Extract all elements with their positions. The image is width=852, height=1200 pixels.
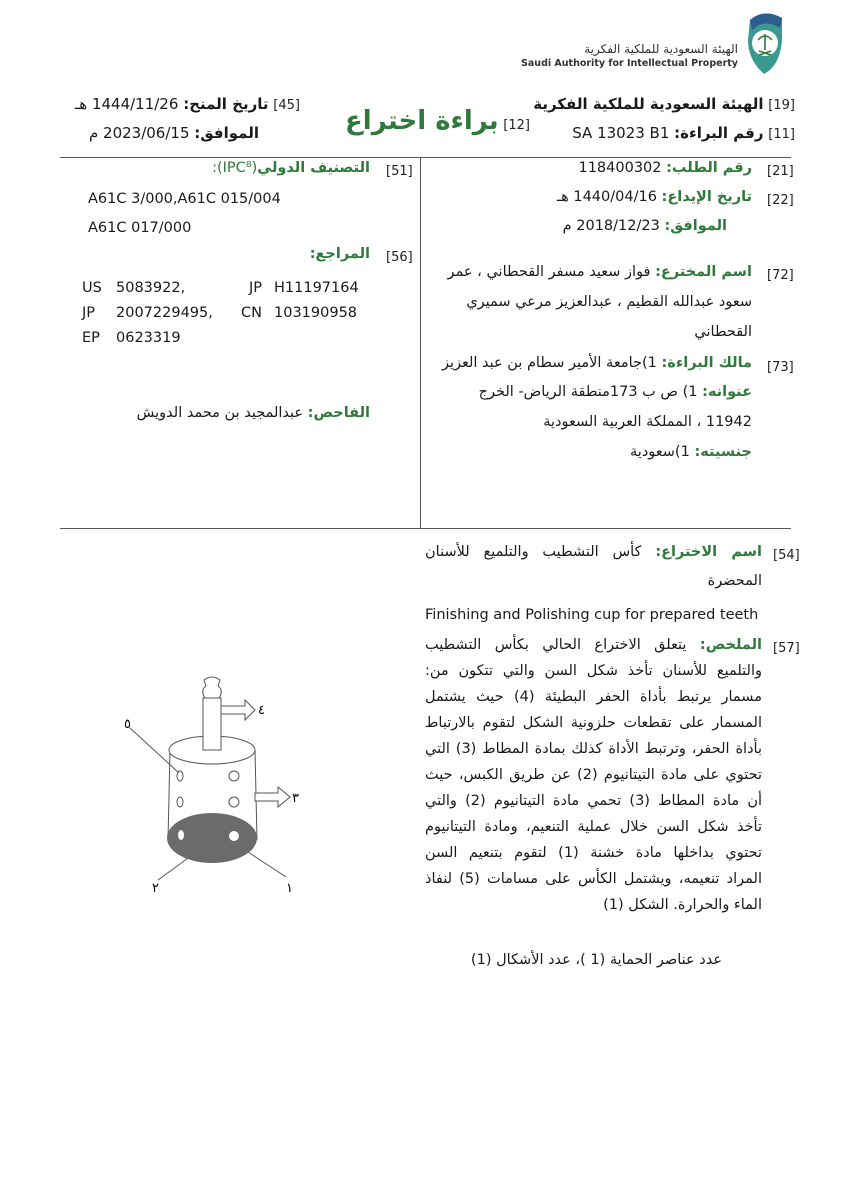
grant-date: 1444/11/26 هـ: [74, 95, 179, 113]
ref-number: 0623319: [116, 330, 181, 346]
ipc-code: A61C 017/000: [88, 220, 192, 236]
address-row: [479, 384, 752, 400]
ipc-label: التصنيف الدولي: [257, 160, 370, 176]
application-number-label: رقم الطلب:: [666, 160, 752, 176]
ipc-sup: (IPC⁸):: [212, 160, 258, 176]
field-tag: [45]: [273, 98, 300, 113]
figure-label: ٢: [152, 881, 159, 896]
filing-date-row: [557, 189, 752, 205]
inventor-line: [448, 264, 752, 280]
abstract-line: أن مادة المطاط (3) تحمي مادة التيتانيوم (2) والتي: [425, 793, 762, 809]
field-tag: [19]: [768, 98, 795, 113]
ref-country: JP: [82, 305, 96, 321]
ipc-heading: [212, 160, 370, 176]
field-tag: [11]: [768, 127, 795, 142]
figure-label: ٥: [124, 717, 131, 732]
filing-greg-label: الموافق:: [664, 218, 727, 234]
filing-greg-row: [563, 218, 727, 234]
filing-date-label: تاريخ الإيداع:: [661, 189, 752, 205]
patent-number-label: رقم البراءة:: [674, 124, 764, 142]
document-type-title: براءة اختراع: [345, 106, 499, 136]
abstract-text: يتعلق الاختراع الحالي بكأس التشطيب: [425, 637, 687, 653]
application-number: 118400302: [578, 160, 662, 176]
field-tag: [54]: [773, 548, 800, 563]
abstract-line: [425, 637, 762, 653]
logo-english-text: Saudi Authority for Intellectual Property: [521, 58, 738, 69]
abstract-line: تأخذ شكل السن خلال عملية التنعيم، ومادة التيتانيوم: [425, 819, 762, 835]
examiner-name: عبدالمجيد بن محمد الدويش: [136, 405, 304, 421]
grant-greg-row: [89, 124, 259, 142]
figure-label: ٤: [258, 703, 265, 718]
grant-date-row: [75, 95, 300, 113]
abstract-line: تحتوي بداخلها مادة خشنة (1) لتقوم بتنعيم السن: [425, 845, 762, 861]
address-text: 11942 ، المملكة العربية السعودية: [543, 414, 752, 430]
invention-title-ar: كأس التشطيب والتلميع للأسنان: [425, 544, 642, 560]
abstract-line: مسمار يرتبط بأداة الحفر البطيئة (4) حيث يشتمل: [425, 689, 762, 705]
nationality-row: [630, 444, 752, 460]
grant-greg-date: 2023/06/15 م: [88, 124, 190, 142]
ref-number: H11197164: [274, 280, 359, 296]
field-tag: [72]: [767, 268, 794, 283]
examiner-row: [137, 405, 370, 421]
abstract-line: المسمار على تقطعات حلزونية الشكل لتقوم بالارتباط: [425, 715, 762, 731]
inventor-text: سعود عبدالله القطيم ، عبدالعزيز مرعي سميري: [466, 294, 752, 310]
abstract-line: بأداة الحفر، وترتبط الأداة كذلك بمادة المطاط (3) التي: [425, 741, 762, 757]
ref-number: 2007229495,: [116, 305, 213, 321]
figure-label: ٣: [292, 791, 299, 806]
invention-title-en: Finishing and Polishing cup for prepared teeth: [425, 607, 759, 623]
owner-label: مالك البراءة:: [661, 355, 752, 371]
invention-title-ar: المحضرة: [707, 573, 762, 589]
ref-country: CN: [241, 305, 262, 321]
field-tag: [57]: [773, 641, 800, 656]
ipc-code: A61C 3/000,A61C 015/004: [88, 191, 281, 207]
figure-label: ١: [286, 881, 293, 896]
application-number-row: [578, 160, 752, 176]
ref-number: 103190958: [274, 305, 358, 321]
ref-country: JP: [248, 280, 262, 296]
divider: [60, 157, 791, 158]
filing-greg-date: 2018/12/23 م: [562, 218, 660, 234]
filing-date: 1440/04/16 هـ: [556, 189, 657, 205]
ref-country: US: [82, 280, 102, 296]
nationality-label: جنسيته:: [694, 444, 752, 460]
nationality: 1)سعودية: [630, 444, 690, 460]
inventor-text: القحطاني: [694, 324, 752, 340]
owner-name: 1)جامعة الأمير سطام بن عبد العزيز: [441, 355, 657, 371]
address-label: عنوانه:: [702, 384, 752, 400]
patent-number: SA 13023 B1: [572, 124, 670, 142]
abstract-line: تحتوي على مادة التيتانيوم (2) عن طريق الكبس، حيث: [425, 767, 762, 783]
authority-name: الهيئة السعودية للملكية الفكرية: [533, 95, 764, 113]
references-table: [82, 280, 394, 346]
divider: [420, 157, 421, 529]
field-tag: [56]: [386, 250, 413, 265]
sdaip-logo: [521, 10, 788, 80]
invention-title-line: [425, 544, 762, 560]
abstract-line: الماء والحرارة. الشكل (1): [603, 897, 762, 913]
ref-country: EP: [82, 330, 100, 346]
field-tag: [51]: [386, 164, 413, 179]
inventor-text: فواز سعيد مسفر القحطاني ، عمر: [447, 264, 651, 280]
grant-date-label: تاريخ المنح:: [183, 95, 269, 113]
abstract-line: والتلميع للأسنان تأخذ شكل السن والتي تتكون من:: [425, 663, 762, 679]
field-tag: [21]: [767, 164, 794, 179]
abstract-label: الملخص:: [699, 637, 763, 653]
patent-number-row: [572, 124, 795, 142]
field-tag: [12]: [503, 118, 530, 133]
authority-row: [533, 95, 795, 113]
address-text: 1) ص ب 173منطقة الرياض- الخرج: [478, 384, 698, 400]
abstract-line: المراد تنعيمه، ويشتمل الكأس على مسامات (5) لنفاذ: [425, 871, 762, 887]
invention-title-label: اسم الاختراع:: [655, 544, 762, 560]
owner-row: [442, 355, 752, 371]
references-label: المراجع:: [309, 246, 370, 262]
field-tag: [22]: [767, 193, 794, 208]
inventor-label: اسم المخترع:: [655, 264, 752, 280]
logo-arabic-text: الهيئة السعودية للملكية الفكرية: [584, 42, 738, 56]
claims-figures-count: عدد عناصر الحماية (1 )، عدد الأشكال (1): [470, 952, 722, 968]
document-type: [345, 106, 530, 136]
examiner-label: الفاحص:: [307, 405, 370, 421]
divider: [60, 528, 791, 529]
ref-number: 5083922,: [116, 280, 186, 296]
logo-emblem-icon: [744, 10, 786, 76]
field-tag: [73]: [767, 360, 794, 375]
invention-drawing: [100, 670, 350, 900]
grant-greg-label: الموافق:: [194, 124, 259, 142]
